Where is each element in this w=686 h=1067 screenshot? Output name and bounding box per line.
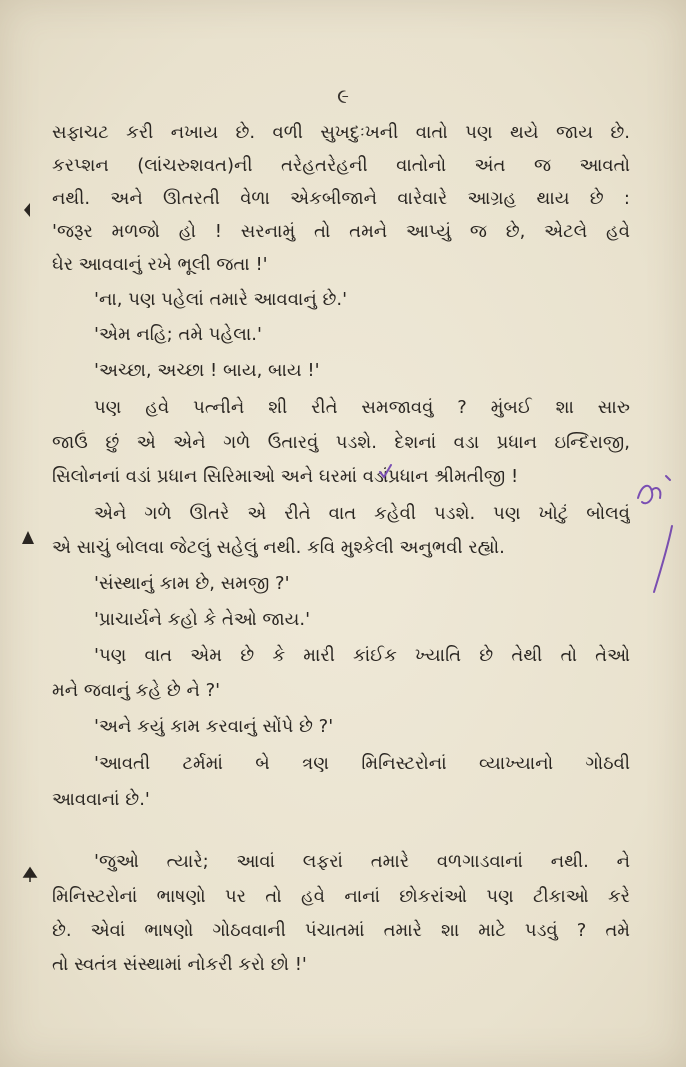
text-line: એને ગળે ઊતરે એ રીતે વાત કહેવી પડશે. પણ ખોટું બોલવું bbox=[94, 503, 630, 524]
page-number: ૯ bbox=[337, 84, 349, 108]
margin-pointer-icon bbox=[18, 200, 38, 220]
text-line: જાઉં છું એ એને ગળે ઉતારવું પડશે. દેશનાં વડા પ્રધાન ઇન્દિરાજી, bbox=[52, 432, 630, 453]
text-line: 'સંસ્થાનું કામ છે, સમજી ?' bbox=[94, 573, 290, 594]
text-line: સિલોનનાં વડાં પ્રધાન સિરિમાઓ અને ઘરમાં વડાંપ્રધાન શ્રીમતીજી ! bbox=[52, 466, 519, 487]
handwritten-margin-note-icon bbox=[632, 466, 678, 596]
text-line: છે. એવાં ભાષણો ગોઠવવાની પંચાતમાં તમારે શા માટે પડવું ? તમે bbox=[52, 920, 630, 941]
text-line: 'પ્રાચાર્યને કહો કે તેઓ જાય.' bbox=[94, 609, 311, 630]
pen-tick-icon bbox=[376, 462, 396, 482]
text-line: 'જુઓ ત્યારે; આવાં લફરાં તમારે વળગાડવાનાં નથી. ને bbox=[94, 851, 630, 872]
text-line: 'પણ વાત એમ છે કે મારી કાંઈક ખ્યાતિ છે તેથી તો તેઓ bbox=[94, 645, 630, 666]
margin-pointer-icon bbox=[18, 528, 38, 548]
text-line: 'જરૂર મળજો હો ! સરનામું તો તમને આપ્યું જ છે, એટલે હવે bbox=[52, 221, 630, 242]
text-line: ઘેર આવવાનું રખે ભૂલી જતા !' bbox=[52, 254, 268, 275]
margin-pointer-icon bbox=[20, 864, 40, 884]
text-line: આવવાનાં છે.' bbox=[52, 789, 150, 810]
text-line: 'અને કયું કામ કરવાનું સોંપે છે ?' bbox=[94, 716, 334, 737]
text-line: મને જવાનું કહે છે ને ?' bbox=[52, 680, 221, 701]
text-line: એ સાચું બોલવા જેટલું સહેલું નથી. કવિ મુશ્કેલી અનુભવી રહ્યો. bbox=[52, 537, 505, 558]
text-line: પણ હવે પત્નીને શી રીતે સમજાવવું ? મુંબઈ શા સારુ bbox=[94, 397, 630, 418]
text-line: નથી. અને ઊતરતી વેળા એકબીજાને વારેવારે આગ્રહ થાય છે : bbox=[52, 188, 630, 209]
text-line: 'એમ નહિ; તમે પહેલા.' bbox=[94, 324, 262, 345]
text-line: 'અચ્છા, અચ્છા ! બાય, બાય !' bbox=[94, 360, 320, 381]
text-line: કરપ્શન (લાંચરુશવત)ની તરેહતરેહની વાતોનો અંત જ આવતો bbox=[52, 155, 630, 176]
text-line: 'ના, પણ પહેલાં તમારે આવવાનું છે.' bbox=[94, 289, 348, 310]
text-line: 'આવતી ટર્મમાં બે ત્રણ મિનિસ્ટરોનાં વ્યાખ્યાનો ગોઠવી bbox=[94, 753, 630, 774]
text-line: સફાચટ કરી નખાય છે. વળી સુખદુઃખની વાતો પણ થયે જાય છે. bbox=[52, 122, 630, 143]
text-line: તો સ્વતંત્ર સંસ્થામાં નોકરી કરો છો !' bbox=[52, 954, 307, 975]
text-line: મિનિસ્ટરોનાં ભાષણો પર તો હવે નાનાં છોકરાંઓ પણ ટીકાઓ કરે bbox=[52, 886, 630, 907]
